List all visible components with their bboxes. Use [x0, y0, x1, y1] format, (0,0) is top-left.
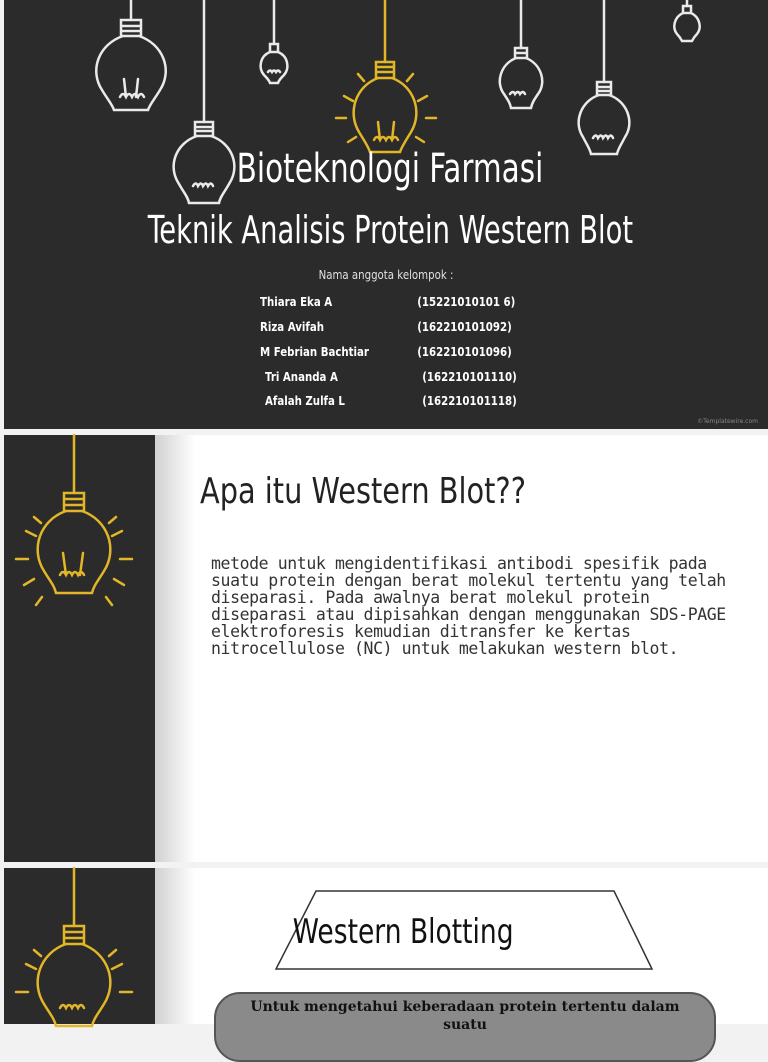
presentation-title: Bioteknologi Farmasi — [236, 146, 544, 192]
member-name: Tri Ananda A — [265, 370, 338, 384]
member-row — [265, 370, 517, 384]
member-name: M Febrian Bachtiar — [260, 345, 369, 359]
member-id: (162210101092) — [417, 320, 512, 334]
member-row — [265, 394, 517, 408]
member-row — [260, 320, 512, 334]
member-id: (162210101110) — [422, 370, 517, 384]
watermark: ©Templatewire.com — [697, 418, 758, 425]
presentation-subtitle: Teknik Analisis Protein Western Blot — [147, 208, 634, 252]
member-name: Afalah Zulfa L — [265, 394, 345, 408]
definition-text: metode untuk mengidentifikasi antibodi spesifik pada suatu protein dengan berat molekul tertentu yang telah diseparasi. Pada awalnya berat molekul protein diseparasi atau dipisahkan dengan menggunakan SDS-PAGE elektroforesis kemudian ditransfer ke kertas nitrocellulose (NC) untuk melakukan western blot. — [211, 554, 726, 658]
member-id: (162210101096) — [417, 345, 512, 359]
slide-western-blotting — [4, 868, 768, 1033]
member-row — [260, 345, 512, 359]
members-label: Nama anggota kelompok : — [318, 268, 454, 282]
slide-heading: Western Blotting — [292, 912, 514, 952]
slide-definition — [4, 435, 768, 862]
member-name: Riza Avifah — [260, 320, 324, 334]
panel-shadow — [155, 435, 195, 862]
slide-heading: Apa itu Western Blot?? — [200, 471, 526, 512]
member-id: (162210101118) — [422, 394, 517, 408]
slide-title — [4, 0, 768, 429]
member-id: (15221010101 6) — [417, 295, 516, 309]
description-box: Untuk mengetahui keberadaan protein tertentu dalam suatu — [214, 992, 716, 1062]
member-name: Thiara Eka A — [260, 295, 333, 309]
glowing-bulb-icon — [4, 435, 155, 862]
member-row — [260, 295, 515, 309]
